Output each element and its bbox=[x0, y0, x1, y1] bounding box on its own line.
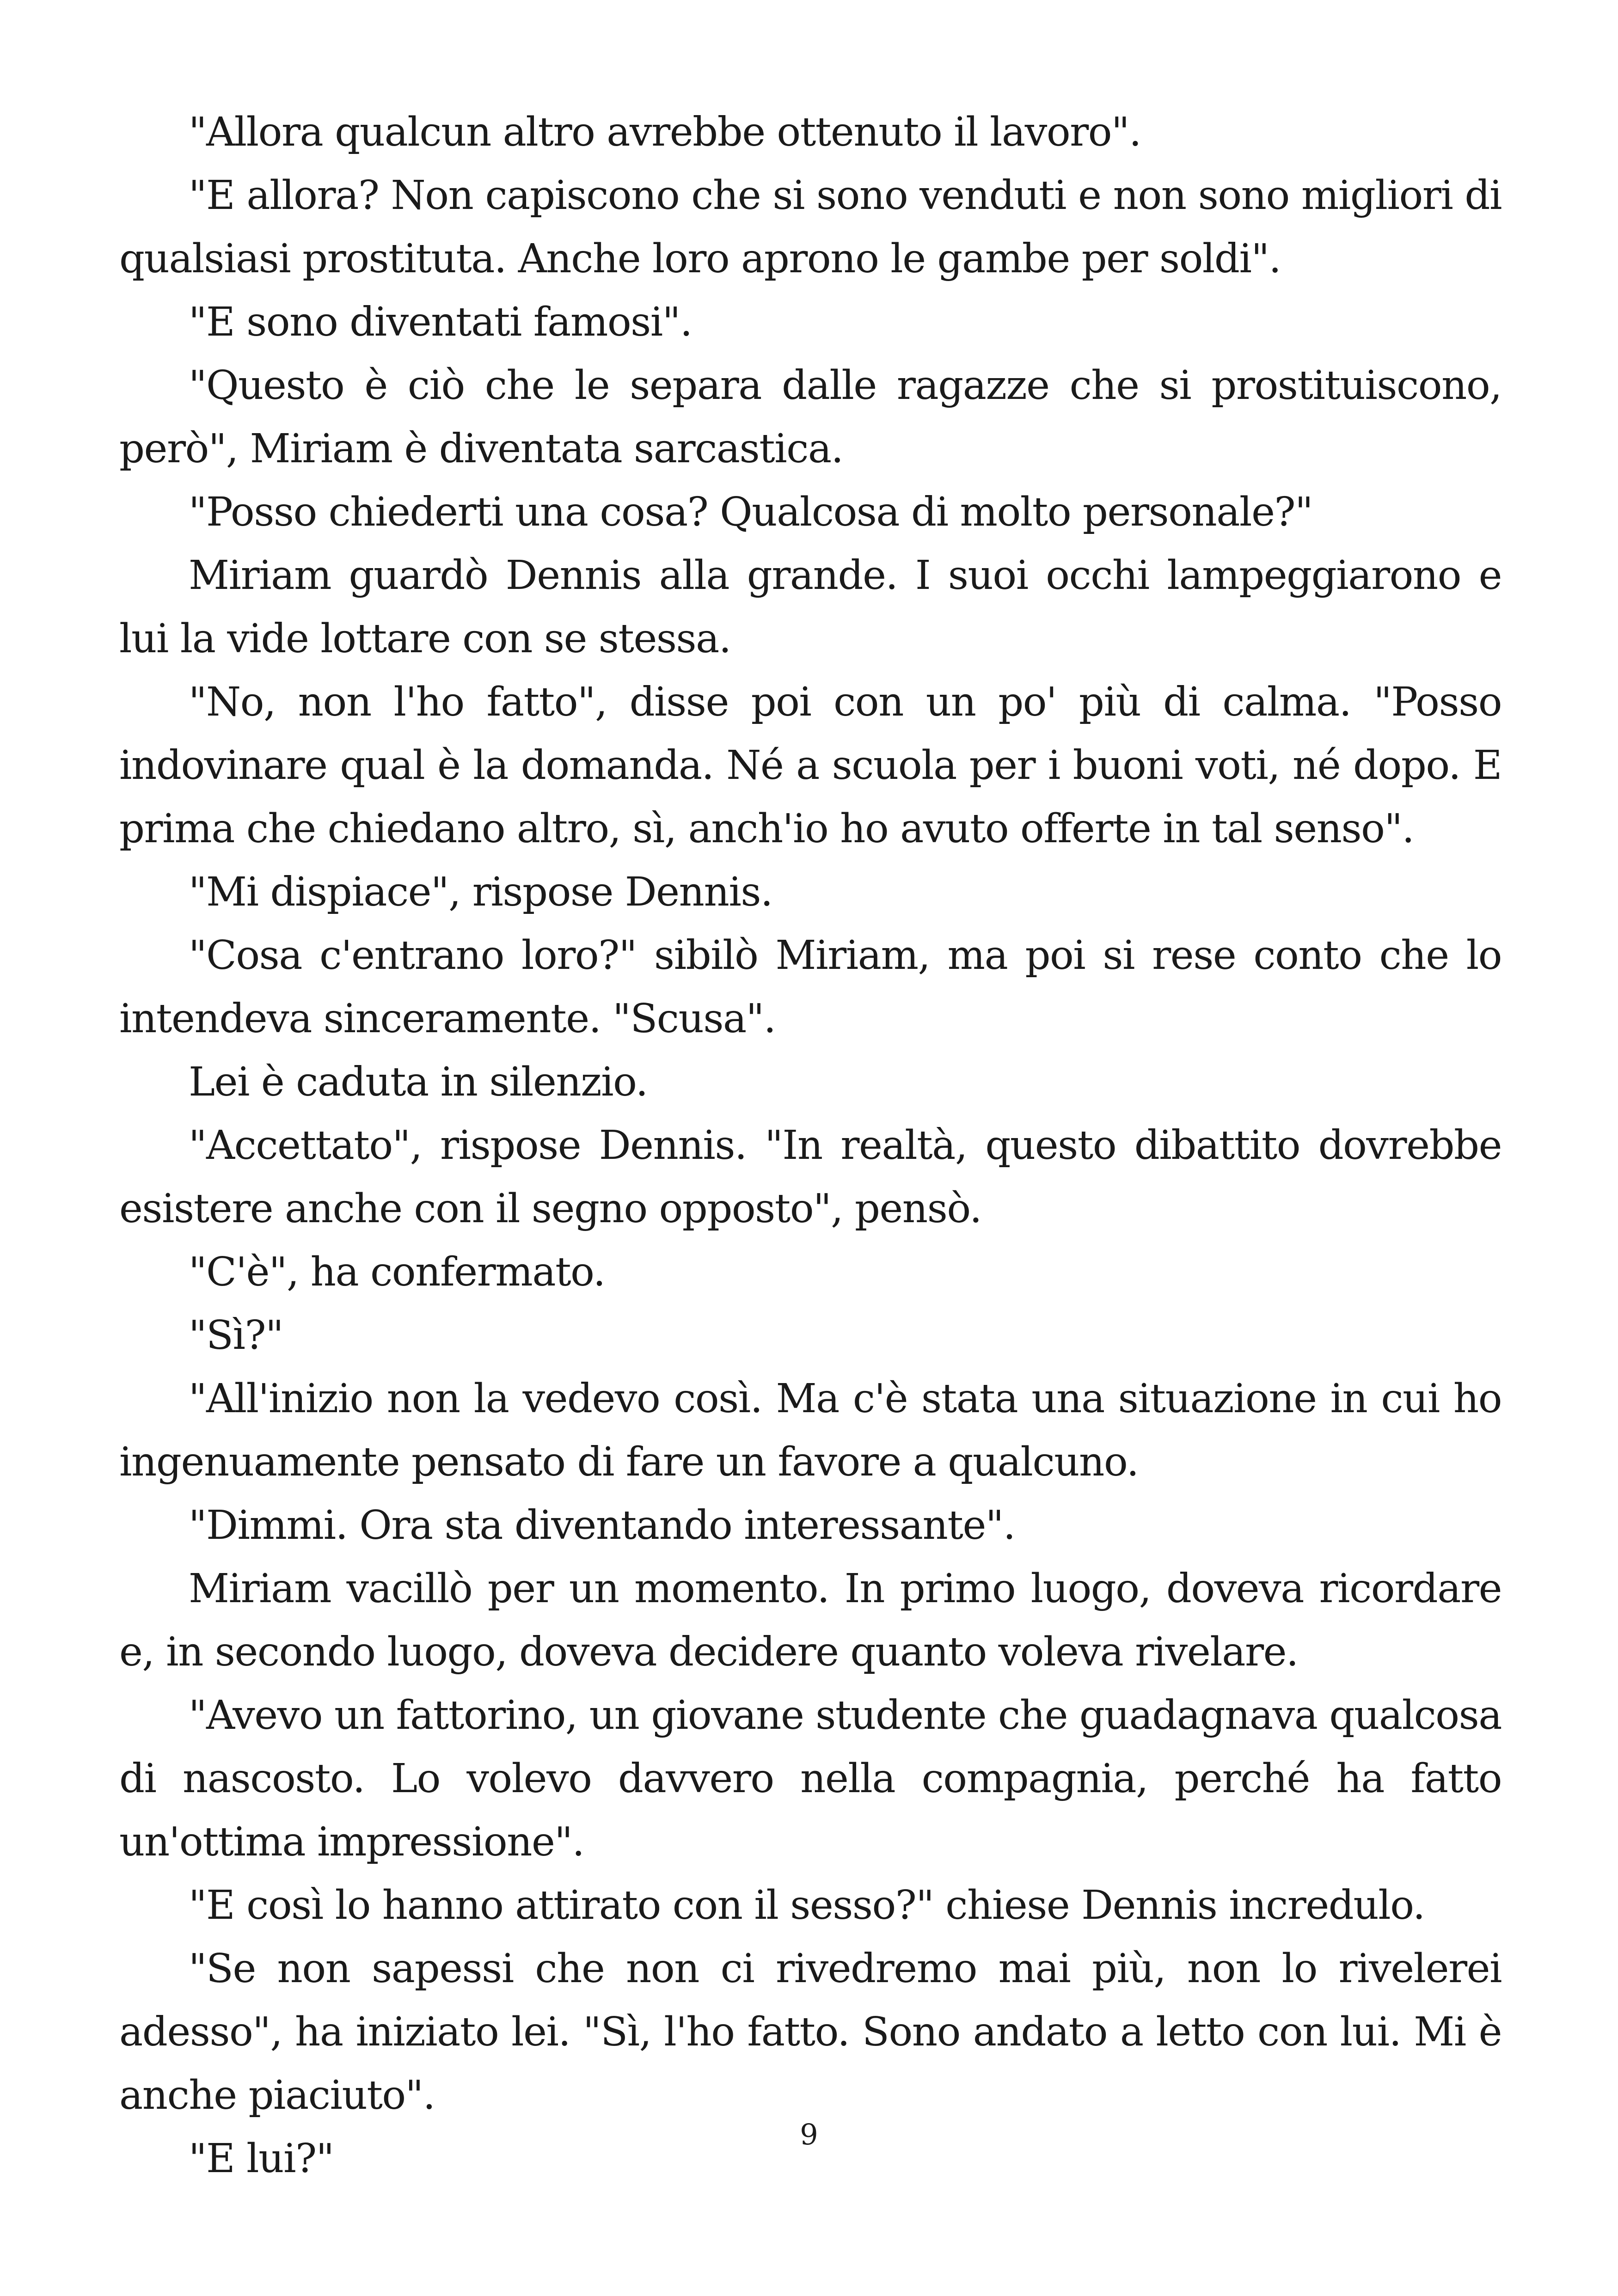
paragraph: "Mi dispiace", rispose Dennis. bbox=[189, 869, 772, 915]
paragraph: Miriam vacillò per un momento. In primo luogo, doveva ricordare e, in secondo luogo, doveva decidere quanto voleva rivelare. bbox=[119, 1566, 1502, 1675]
paragraph: "Posso chiederti una cosa? Qualcosa di molto personale?" bbox=[189, 489, 1313, 535]
paragraph: "Questo è ciò che le separa dalle ragazze che si prostituiscono, però", Miriam è diventata sarcastica. bbox=[119, 362, 1502, 472]
paragraph: "Accettato", rispose Dennis. "In realtà, questo dibattito dovrebbe esistere anche con il segno opposto", pensò. bbox=[119, 1122, 1502, 1232]
body-text bbox=[119, 101, 1502, 2191]
paragraph: Lei è caduta in silenzio. bbox=[189, 1059, 648, 1105]
paragraph: "E sono diventati famosi". bbox=[189, 299, 692, 345]
paragraph: "All'inizio non la vedevo così. Ma c'è stata una situazione in cui ho ingenuamente pensato di fare un favore a qualcuno. bbox=[119, 1376, 1502, 1485]
paragraph: "E allora? Non capiscono che si sono venduti e non sono migliori di qualsiasi prostituta. Anche loro aprono le gambe per soldi". bbox=[119, 172, 1502, 282]
paragraph: "Cosa c'entrano loro?" sibilò Miriam, ma poi si rese conto che lo intendeva sinceramente. "Scusa". bbox=[119, 932, 1502, 1042]
paragraph: "Allora qualcun altro avrebbe ottenuto il lavoro". bbox=[189, 109, 1141, 155]
paragraph: "C'è", ha confermato. bbox=[189, 1249, 605, 1295]
paragraph: Miriam guardò Dennis alla grande. I suoi occhi lampeggiarono e lui la vide lottare con se stessa. bbox=[119, 552, 1502, 662]
paragraph: "Dimmi. Ora sta diventando interessante". bbox=[189, 1502, 1015, 1549]
paragraph: "E lui?" bbox=[189, 2136, 334, 2182]
paragraph: "Se non sapessi che non ci rivedremo mai più, non lo rivelerei adesso", ha iniziato lei. "Sì, l'ho fatto. Sono andato a letto con lui. Mi è anche piaciuto". bbox=[119, 1946, 1502, 2118]
paragraph: "E così lo hanno attirato con il sesso?" chiese Dennis incredulo. bbox=[189, 1882, 1425, 1929]
page-number: 9 bbox=[800, 2118, 818, 2151]
paragraph: "Sì?" bbox=[189, 1312, 283, 1359]
paragraph: "No, non l'ho fatto", disse poi con un po' più di calma. "Posso indovinare qual è la domanda. Né a scuola per i buoni voti, né dopo. E prima che chiedano altro, sì, anch'io ho avuto offerte in tal senso". bbox=[119, 679, 1502, 852]
paragraph: "Avevo un fattorino, un giovane studente che guadagnava qualcosa di nascosto. Lo volevo davvero nella compagnia, perché ha fatto un'ottima impressione". bbox=[119, 1692, 1502, 1865]
